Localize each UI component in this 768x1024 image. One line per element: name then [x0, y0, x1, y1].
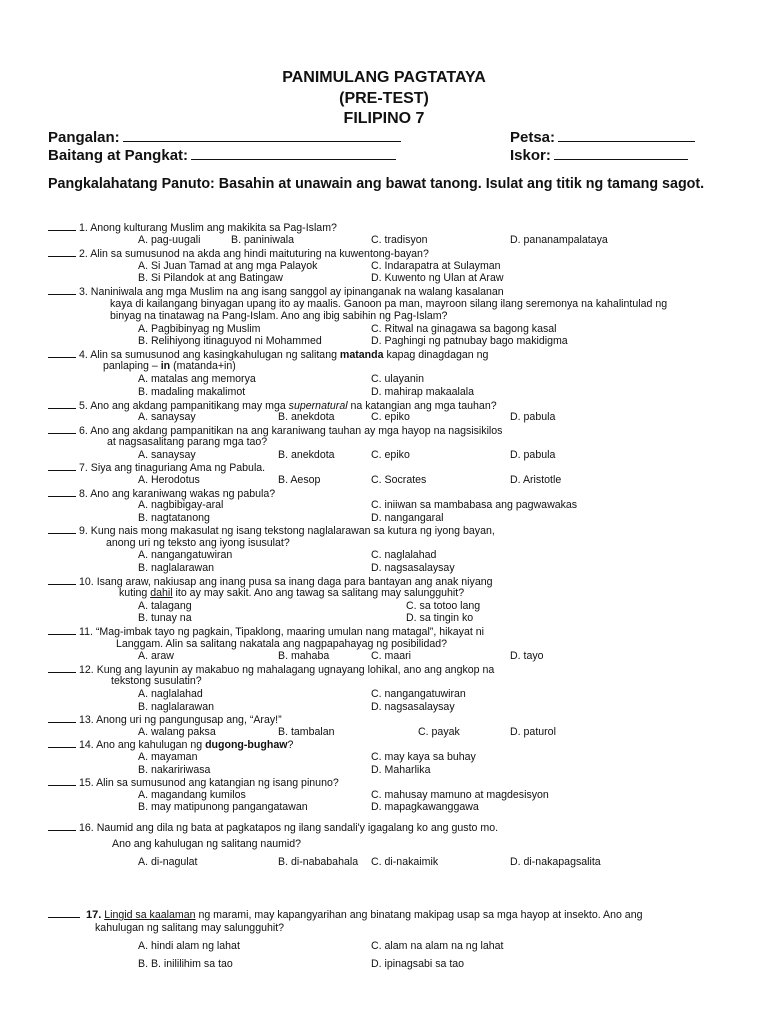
date-label: Petsa: [510, 129, 556, 146]
answer-blank[interactable] [48, 738, 76, 748]
option-c: C. sa totoo lang [406, 600, 481, 612]
question-8: 8. Ano ang karaniwang wakas ng pabula? [48, 487, 275, 501]
option-b: B. may matipunong pangangatawan [138, 801, 308, 813]
answer-blank[interactable] [48, 461, 76, 471]
option-a: A. pag-uugali [138, 234, 201, 246]
question-12: 12. Kung ang layunin ay makabuo ng mahalagang ugnayang lohikal, ano ang angkop na [48, 663, 494, 677]
question-13: 13. Anong uri ng pangungusap ang, “Aray!” [48, 713, 282, 727]
option-d: D. tayo [510, 650, 544, 662]
question-12-cont: tekstong susulatin? [111, 675, 202, 687]
answer-blank[interactable] [48, 348, 76, 358]
option-d: D. sa tingin ko [406, 612, 474, 624]
option-d: D. nagsasalaysay [371, 562, 455, 574]
option-b: B. Si Pilandok at ang Batingaw [138, 272, 283, 284]
option-a: A. mayaman [138, 751, 198, 763]
option-a: A. sanaysay [138, 449, 196, 461]
option-a: A. nangangatuwiran [138, 549, 233, 561]
question-10: 10. Isang araw, nakiusap ang inang pusa sa inang daga para bantayan ang anak niyang [48, 575, 493, 589]
question-4-cont: panlaping – in (matanda+in) [103, 360, 236, 372]
underlined-word: dahil [150, 587, 173, 599]
question-3-cont-2: binyag na tinatawag na Pang-Islam. Ano ang ibig sabihin ng Pag-Islam? [110, 310, 448, 322]
option-b: B. Relihiyong itinaguyod ni Mohammed [138, 335, 322, 347]
option-c: C. alam na alam na ng lahat [371, 940, 504, 952]
question-6-cont: at nagsasalitang parang mga tao? [107, 436, 268, 448]
option-a: A. hindi alam ng lahat [138, 940, 240, 952]
grade-section-label: Baitang at Pangkat: [48, 147, 189, 164]
option-c: C. ulayanin [371, 373, 424, 385]
score-label: Iskor: [510, 147, 551, 164]
option-c: C. nangangatuwiran [371, 688, 466, 700]
answer-blank[interactable] [48, 487, 76, 497]
option-b: B. B. inililihim sa tao [138, 958, 233, 970]
option-b: B. nakaririwasa [138, 764, 211, 776]
question-1: 1. Anong kulturang Muslim ang makikita sa Pag-Islam? [48, 221, 337, 235]
answer-blank[interactable] [48, 663, 76, 673]
option-b: B. Aesop [278, 474, 321, 486]
name-blank[interactable] [123, 128, 401, 142]
option-b: B. naglalarawan [138, 562, 214, 574]
date-field [510, 128, 695, 147]
score-field [510, 146, 688, 165]
option-a: A. nagbibigay-aral [138, 499, 224, 511]
option-b: B. paniniwala [231, 234, 295, 246]
option-b: B. madaling makalimot [138, 386, 246, 398]
question-9: 9. Kung nais mong makasulat ng isang tekstong naglalarawan sa kutura ng iyong bayan, [48, 524, 495, 538]
option-c: C. Ritwal na ginagawa sa bagong kasal [371, 323, 557, 335]
option-d: D. paturol [510, 726, 556, 738]
answer-blank[interactable] [48, 575, 76, 585]
option-c: C. tradisyon [371, 234, 428, 246]
question-15: 15. Alin sa sumusunod ang katangian ng isang pinuno? [48, 776, 339, 790]
option-d: D. mapagkawanggawa [371, 801, 479, 813]
question-10-cont: kuting dahil ito ay may sakit. Ano ang tawag sa salitang may salungguhit? [119, 587, 465, 599]
option-b: B. anekdota [278, 411, 335, 423]
option-b: B. nagtatanong [138, 512, 210, 524]
option-b: B. anekdota [278, 449, 335, 461]
option-a: A. matalas ang memorya [138, 373, 256, 385]
option-a: A. walang paksa [138, 726, 216, 738]
name-field [48, 128, 401, 147]
answer-blank[interactable] [48, 221, 76, 231]
option-d: D. nangangaral [371, 512, 444, 524]
option-d: D. Kuwento ng Ulan at Araw [371, 272, 504, 284]
option-c: C. Socrates [371, 474, 427, 486]
keyword: matanda [339, 349, 384, 361]
answer-blank[interactable] [48, 247, 76, 257]
option-a: A. di-nagulat [138, 856, 198, 868]
underlined-phrase: Lingid sa kaalaman [104, 909, 196, 921]
option-c: C. iniiwan sa mambabasa ang pagwawakas [371, 499, 578, 511]
date-blank[interactable] [558, 128, 695, 142]
option-c: C. payak [418, 726, 460, 738]
answer-blank[interactable] [48, 625, 76, 635]
option-a: A. naglalahad [138, 688, 203, 700]
answer-blank[interactable] [48, 713, 76, 723]
answer-blank[interactable] [48, 424, 76, 434]
answer-blank[interactable] [48, 285, 76, 295]
general-directions: Pangkalahatang Panuto: Basahin at unawain ang bawat tanong. Isulat ang titik ng tamang sagot. [48, 176, 705, 192]
option-d: D. mahirap makaalala [371, 386, 475, 398]
option-d: D. di-nakapagsalita [510, 856, 601, 868]
option-c: C. may kaya sa buhay [371, 751, 476, 763]
option-c: C. epiko [371, 411, 410, 423]
option-c: C. Indarapatra at Sulayman [371, 260, 501, 272]
answer-blank[interactable] [48, 821, 76, 831]
question-7: 7. Siya ang tinaguriang Ama ng Pabula. [48, 461, 265, 475]
option-c: C. mahusay mamuno at magdesisyon [371, 789, 549, 801]
option-a: A. talagang [138, 600, 192, 612]
question-11-cont: Langgam. Alin sa salitang nakatala ang nagpapahayag ng posibilidad? [116, 638, 448, 650]
option-d: D. pananampalataya [510, 234, 608, 246]
name-label: Pangalan: [48, 129, 120, 146]
answer-blank[interactable] [48, 908, 80, 918]
option-c: C. di-nakaimik [371, 856, 439, 868]
option-c: C. naglalahad [371, 549, 437, 561]
option-a: A. Si Juan Tamad at ang mga Palayok [138, 260, 318, 272]
option-a: A. magandang kumilos [138, 789, 246, 801]
option-b: B. di-nababahala [278, 856, 359, 868]
question-14: 14. Ano ang kahulugan ng dugong-bughaw? [48, 738, 293, 752]
grade-section-field [48, 146, 396, 165]
option-b: B. tunay na [138, 612, 192, 624]
question-9-cont: anong uri ng teksto ang iyong isusulat? [106, 537, 290, 549]
option-d: D. pabula [510, 449, 556, 461]
option-a: A. Pagbibinyag ng Muslim [138, 323, 261, 335]
option-b: B. tambalan [278, 726, 335, 738]
question-6: 6. Ano ang akdang pampanitikan na ang karaniwang tauhan ay mga hayop na nagsisikilos [48, 424, 502, 438]
option-d: D. nagsasalaysay [371, 701, 455, 713]
question-5: 5. Ano ang akdang pampanitikang may mga supernatural na katangian ang mga tauhan? [48, 399, 497, 413]
option-c: C. epiko [371, 449, 410, 461]
answer-blank[interactable] [48, 399, 76, 409]
option-b: B. mahaba [278, 650, 330, 662]
option-a: A. araw [138, 650, 174, 662]
question-11: 11. “Mag-imbak tayo ng pagkain, Tipaklong, maaring umulan nang matagal”, hikayat ni [48, 625, 484, 639]
question-16-cont: Ano ang kahulugan ng salitang naumid? [112, 838, 302, 850]
question-17: 17. Lingid sa kaalaman ng marami, may kapangyarihan ang binatang makipag usap sa mga hayop at insekto. Ano ang [48, 908, 643, 922]
keyword: dugong-bughaw [205, 739, 288, 751]
option-a: A. sanaysay [138, 411, 196, 423]
option-c: C. maari [371, 650, 412, 662]
subject-title: FILIPINO 7 [343, 110, 425, 127]
question-2: 2. Alin sa sumusunod na akda ang hindi maituturing na kuwentong-bayan? [48, 247, 429, 261]
question-16: 16. Naumid ang dila ng bata at pagkatapos ng ilang sandali'y igagalang ko ang gusto mo. [48, 821, 498, 835]
page-subtitle: (PRE-TEST) [339, 90, 429, 107]
question-4: 4. Alin sa sumusunod ang kasingkahulugan ng salitang matanda kapag dinagdagan ng [48, 348, 488, 362]
answer-blank[interactable] [48, 524, 76, 534]
question-3-cont-1: kaya di kailangang binyagan upang ito ay maalis. Ganoon pa man, mayroon silang ilang seremonya na kahalintulad ng [110, 298, 668, 310]
answer-blank[interactable] [48, 776, 76, 786]
page-title: PANIMULANG PAGTATAYA [282, 69, 486, 86]
option-d: D. Aristotle [510, 474, 562, 486]
grade-section-blank[interactable] [191, 146, 396, 160]
option-d: D. Paghingi ng patnubay bago makidigma [371, 335, 568, 347]
option-a: A. Herodotus [138, 474, 200, 486]
score-blank[interactable] [554, 146, 688, 160]
question-3: 3. Naniniwala ang mga Muslim na ang isang sanggol ay ipinanganak na walang kasalanan [48, 285, 504, 299]
option-b: B. naglalarawan [138, 701, 214, 713]
option-d: D. ipinagsabi sa tao [371, 958, 465, 970]
option-d: D. Maharlika [371, 764, 431, 776]
question-17-cont: kahulugan ng salitang may salungguhit? [95, 922, 285, 934]
option-d: D. pabula [510, 411, 556, 423]
